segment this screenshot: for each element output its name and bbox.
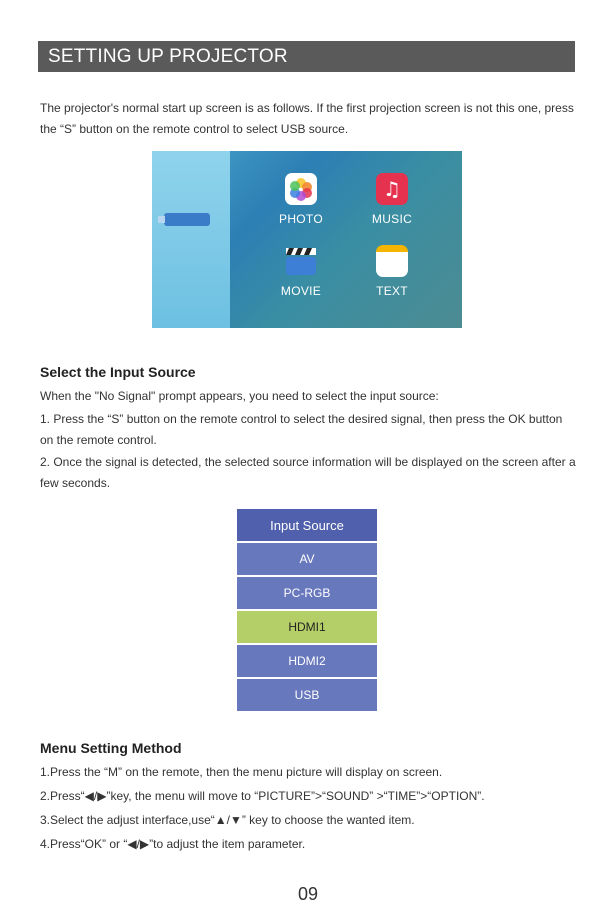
clapperboard-icon bbox=[285, 245, 317, 277]
input-source-heading: Select the Input Source bbox=[40, 364, 196, 380]
menu-step-1: 1.Press the “M” on the remote, then the menu picture will display on screen. bbox=[40, 765, 443, 779]
app-label: TEXT bbox=[376, 284, 408, 298]
menu-item-hdmi2[interactable]: HDMI2 bbox=[237, 645, 377, 677]
menu-item-hdmi1[interactable]: HDMI1 bbox=[237, 611, 377, 643]
source-panel bbox=[152, 151, 230, 328]
intro-paragraph: The projector's normal start up screen is as follows. If the first projection screen is not this one, press the “S” button on the remote control to select USB source. bbox=[40, 101, 574, 136]
menu-step-4: 4.Press“OK” or “◀/▶”to adjust the item parameter. bbox=[40, 837, 306, 851]
app-music[interactable] bbox=[357, 173, 427, 226]
app-photo[interactable] bbox=[266, 173, 336, 226]
app-label: PHOTO bbox=[279, 212, 323, 226]
menu-item-usb[interactable]: USB bbox=[237, 679, 377, 711]
notes-icon bbox=[376, 245, 408, 277]
input-step-2: 2. Once the signal is detected, the selected source information will be displayed on the screen after a few seconds. bbox=[40, 455, 576, 490]
menu-item-av[interactable]: AV bbox=[237, 543, 377, 575]
page-number: 09 bbox=[297, 884, 319, 904]
usb-drive-icon bbox=[164, 213, 210, 226]
app-label: MOVIE bbox=[280, 284, 322, 298]
menu-title: Input Source bbox=[237, 509, 377, 541]
menu-step-3: 3.Select the adjust interface,use“▲/▼” key to choose the wanted item. bbox=[40, 813, 415, 827]
input-source-menu bbox=[237, 509, 377, 713]
photos-icon bbox=[285, 173, 317, 205]
music-note-icon: ♫ bbox=[376, 173, 408, 205]
input-source-text: When the "No Signal" prompt appears, you need to select the input source: bbox=[40, 389, 439, 403]
projector-start-screen bbox=[152, 151, 462, 328]
app-text[interactable] bbox=[357, 245, 427, 298]
app-label: MUSIC bbox=[371, 212, 413, 226]
menu-step-2: 2.Press“◀/▶”key, the menu will move to “PICTURE”>“SOUND” >“TIME”>“OPTION”. bbox=[40, 789, 485, 803]
menu-item-pc-rgb[interactable]: PC-RGB bbox=[237, 577, 377, 609]
app-movie[interactable] bbox=[266, 245, 336, 298]
section-banner: SETTING UP PROJECTOR bbox=[38, 41, 575, 72]
input-step-1: 1. Press the “S” button on the remote control to select the desired signal, then press the OK button on the remote control. bbox=[40, 412, 563, 447]
menu-setting-heading: Menu Setting Method bbox=[40, 740, 182, 756]
